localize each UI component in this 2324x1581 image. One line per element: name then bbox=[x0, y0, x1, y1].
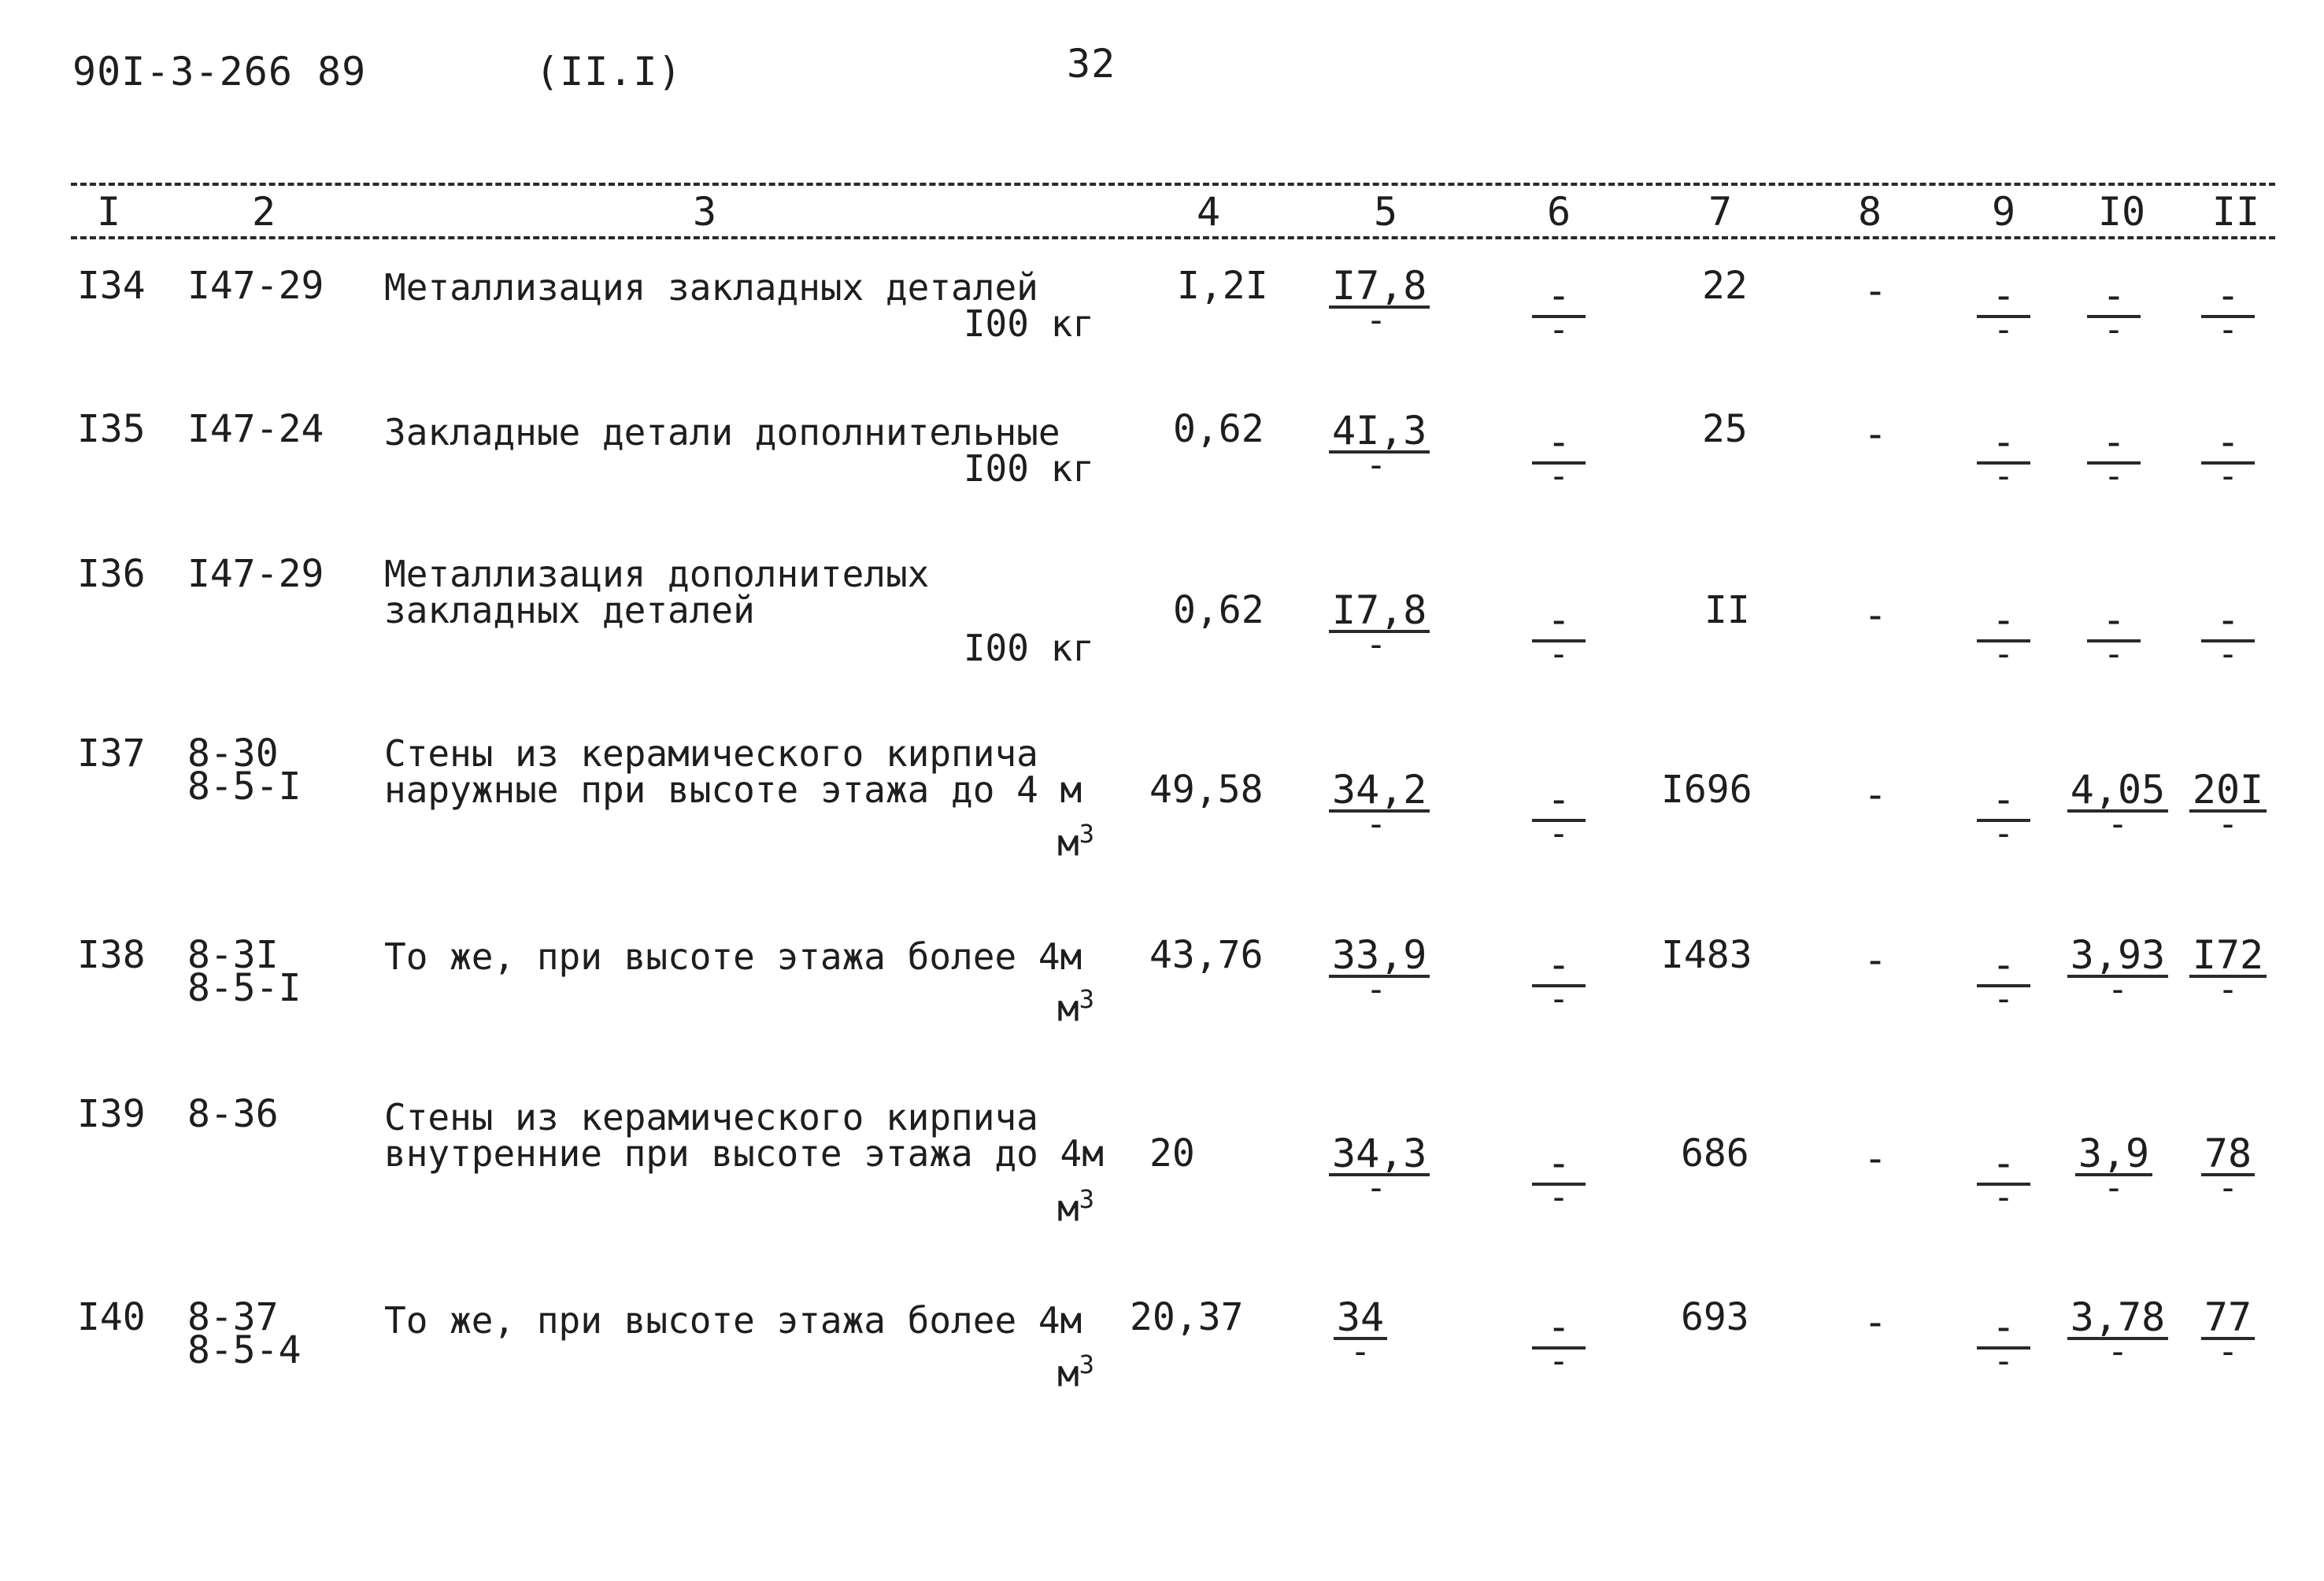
rate-code: 8-36 bbox=[187, 1092, 279, 1136]
col10-value: - - bbox=[2067, 597, 2161, 666]
row-number: I40 bbox=[77, 1295, 146, 1339]
work-description: закладных деталей bbox=[384, 589, 755, 631]
row-number: I36 bbox=[77, 552, 146, 596]
col6-value: - - bbox=[1512, 1304, 1606, 1373]
column-header: 8 bbox=[1857, 189, 1882, 235]
section-number: (II.I) bbox=[535, 49, 683, 94]
column-header: 5 bbox=[1373, 189, 1398, 235]
unit-of-measure: $м^3$ bbox=[1057, 1184, 1094, 1230]
rate-code: 8-5-I bbox=[187, 765, 302, 809]
col11-value: - - bbox=[2181, 272, 2275, 342]
column-header: 4 bbox=[1196, 189, 1221, 235]
row-number: I39 bbox=[77, 1092, 146, 1136]
col6-value: - - bbox=[1512, 272, 1606, 342]
work-description: То же, при высоте этажа более 4м bbox=[384, 1299, 1082, 1342]
col5-value: 34,3 - bbox=[1329, 1131, 1423, 1200]
unit-of-measure: I00 кг bbox=[963, 627, 1094, 669]
rate-code: I47-29 bbox=[187, 552, 324, 596]
quantity: 20 bbox=[1149, 1131, 1195, 1176]
work-description: Закладные детали дополнительные bbox=[384, 411, 1060, 454]
header-bottom-rule bbox=[71, 236, 2275, 239]
rate-code: 8-5-I bbox=[187, 966, 302, 1010]
column-header: 7 bbox=[1708, 189, 1733, 235]
quantity: 0,62 bbox=[1173, 588, 1264, 632]
col7-value: I696 bbox=[1661, 768, 1752, 812]
work-description: внутренние при высоте этажа до 4м bbox=[384, 1132, 1104, 1175]
col5-value: 34 - bbox=[1313, 1294, 1408, 1364]
col11-value: 78 - bbox=[2181, 1131, 2275, 1200]
quantity: I,2I bbox=[1177, 264, 1268, 308]
col7-value: 22 bbox=[1702, 264, 1748, 308]
unit-of-measure: $м^3$ bbox=[1057, 984, 1094, 1030]
column-header: 6 bbox=[1546, 189, 1571, 235]
rate-code: I47-24 bbox=[187, 407, 324, 451]
col5-value: 34,2 - bbox=[1329, 767, 1423, 836]
header-top-rule bbox=[71, 183, 2275, 186]
rate-code: 8-3I bbox=[187, 933, 279, 977]
work-description: Стены из керамического кирпича bbox=[384, 732, 1038, 775]
work-description: наружные при высоте этажа до 4 м bbox=[384, 768, 1082, 811]
quantity: 49,58 bbox=[1149, 768, 1264, 812]
row-number: I38 bbox=[77, 933, 146, 977]
col6-value: - - bbox=[1512, 776, 1606, 846]
col11-value: 77 - bbox=[2181, 1294, 2275, 1364]
column-header: II bbox=[2211, 189, 2260, 235]
col11-value: - - bbox=[2181, 419, 2275, 488]
col8-value: - bbox=[1863, 1135, 1888, 1181]
quantity: 0,62 bbox=[1173, 407, 1264, 451]
page-number: 32 bbox=[1067, 41, 1116, 87]
col7-value: I483 bbox=[1661, 933, 1752, 977]
unit-of-measure: $м^3$ bbox=[1057, 819, 1094, 865]
row-number: I37 bbox=[77, 731, 146, 776]
rate-code: 8-30 bbox=[187, 731, 279, 776]
rate-code: I47-29 bbox=[187, 264, 324, 308]
col5-value: 4I,3 - bbox=[1329, 408, 1423, 477]
work-description: То же, при высоте этажа более 4м bbox=[384, 935, 1082, 978]
quantity: 20,37 bbox=[1130, 1295, 1244, 1339]
col9-value: - - bbox=[1956, 597, 2051, 666]
col7-value: II bbox=[1704, 588, 1750, 632]
column-header: I bbox=[96, 189, 121, 235]
col10-value: - - bbox=[2067, 272, 2161, 342]
col7-value: 686 bbox=[1681, 1131, 1749, 1176]
col5-value: I7,8 - bbox=[1329, 587, 1423, 657]
col8-value: - bbox=[1863, 1299, 1888, 1345]
column-header: 2 bbox=[251, 189, 276, 235]
col9-value: - - bbox=[1956, 419, 2051, 488]
col6-value: - - bbox=[1512, 942, 1606, 1011]
quantity: 43,76 bbox=[1149, 933, 1264, 977]
row-number: I34 bbox=[77, 264, 146, 308]
col6-value: - - bbox=[1512, 1140, 1606, 1209]
column-header: 3 bbox=[692, 189, 717, 235]
col9-value: - - bbox=[1956, 776, 2051, 846]
col10-value: - - bbox=[2067, 419, 2161, 488]
unit-of-measure: I00 кг bbox=[963, 302, 1094, 345]
col5-value: 33,9 - bbox=[1329, 932, 1423, 1002]
col7-value: 25 bbox=[1702, 407, 1748, 451]
col7-value: 693 bbox=[1681, 1295, 1749, 1339]
col9-value: - - bbox=[1956, 1304, 2051, 1373]
rate-code: 8-37 bbox=[187, 1295, 279, 1339]
col8-value: - bbox=[1863, 411, 1888, 457]
col9-value: - - bbox=[1956, 1140, 2051, 1209]
col10-value: 3,9 - bbox=[2067, 1131, 2161, 1200]
document-code: 90I-3-266 89 bbox=[72, 49, 367, 94]
work-description: Металлизация дополнителых bbox=[384, 553, 930, 595]
column-header: 9 bbox=[1991, 189, 2016, 235]
rate-code: 8-5-4 bbox=[187, 1328, 302, 1372]
col9-value: - - bbox=[1956, 272, 2051, 342]
col11-value: I72 - bbox=[2181, 932, 2275, 1002]
col10-value: 3,93 - bbox=[2059, 932, 2177, 1002]
column-header: I0 bbox=[2097, 189, 2146, 235]
col8-value: - bbox=[1863, 772, 1888, 817]
col8-value: - bbox=[1863, 592, 1888, 638]
col9-value: - - bbox=[1956, 942, 2051, 1011]
work-description: Металлизация закладных деталей bbox=[384, 266, 1038, 309]
col5-value: I7,8 - bbox=[1329, 263, 1423, 332]
col10-value: 3,78 - bbox=[2059, 1294, 2177, 1364]
col8-value: - bbox=[1863, 937, 1888, 983]
col11-value: - - bbox=[2181, 597, 2275, 666]
col6-value: - - bbox=[1512, 419, 1606, 488]
row-number: I35 bbox=[77, 407, 146, 451]
col10-value: 4,05 - bbox=[2059, 767, 2177, 836]
work-description: Стены из керамического кирпича bbox=[384, 1096, 1038, 1139]
col11-value: 20I - bbox=[2181, 767, 2275, 836]
col6-value: - - bbox=[1512, 597, 1606, 666]
unit-of-measure: I00 кг bbox=[963, 447, 1094, 490]
unit-of-measure: $м^3$ bbox=[1057, 1350, 1094, 1395]
col8-value: - bbox=[1863, 268, 1888, 313]
